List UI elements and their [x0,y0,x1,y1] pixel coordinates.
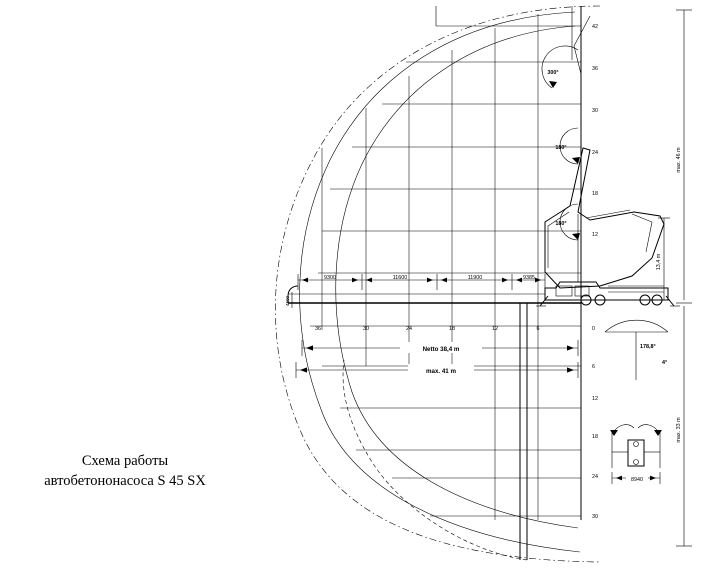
svg-text:24: 24 [406,326,412,332]
svg-text:6: 6 [536,326,540,332]
rotation-indicator-180-upper [555,128,580,164]
caption-line-1: Схема работы [81,453,169,469]
svg-text:180°: 180° [555,221,567,227]
slew-angle-indicator [605,320,668,380]
truck-chassis [545,282,668,305]
caption-line-2: автобетононасоса S 45 SX [44,472,206,489]
svg-text:Netto 38,4 m: Netto 38,4 m [422,346,460,353]
svg-text:max. 41 m: max. 41 m [426,368,456,375]
label-max-33m: max. 33 m [676,417,682,443]
svg-text:9385: 9385 [523,275,535,281]
inner-envelope-arc-2 [336,26,578,528]
svg-text:11900: 11900 [467,275,483,281]
svg-text:4500: 4500 [285,295,290,307]
svg-text:36: 36 [315,326,321,332]
horizontal-scale [315,326,540,332]
lower-envelope-dashed [343,360,527,560]
svg-text:12: 12 [592,396,598,402]
label-13-4m: 13,4 m [656,253,662,271]
svg-text:30: 30 [592,514,598,520]
svg-text:6: 6 [592,364,595,370]
max-reach-dimension [296,362,578,378]
boom-section-dimensions [298,274,545,290]
svg-text:24: 24 [592,150,598,156]
svg-text:18: 18 [592,434,598,440]
rotation-indicator-180-lower [555,204,580,240]
diagram-caption [10,452,240,491]
label-max-46m: max. 46 m [676,147,682,173]
netto-reach-dimension [302,340,578,356]
svg-text:18: 18 [449,326,455,332]
svg-text:180°: 180° [555,145,567,151]
svg-text:42: 42 [592,24,598,30]
right-scale-lower [592,364,598,520]
svg-text:24: 24 [592,474,598,480]
svg-text:36: 36 [592,66,598,72]
svg-text:30: 30 [363,326,369,332]
svg-text:9300: 9300 [324,275,336,281]
svg-text:12: 12 [592,232,598,238]
svg-text:0: 0 [592,326,595,332]
svg-text:4°: 4° [662,360,668,366]
folded-boom-package [545,148,664,288]
svg-text:18: 18 [592,191,598,197]
svg-text:11600: 11600 [392,275,408,281]
outer-envelope-arc [275,6,600,562]
grid-horizontal-lines [310,26,581,516]
svg-text:30: 30 [592,108,598,114]
outrigger-plan-view [610,425,662,484]
svg-text:300°: 300° [547,70,559,76]
svg-text:8940: 8940 [631,477,643,483]
svg-text:178,8°: 178,8° [640,344,656,350]
svg-text:12: 12 [492,326,498,332]
